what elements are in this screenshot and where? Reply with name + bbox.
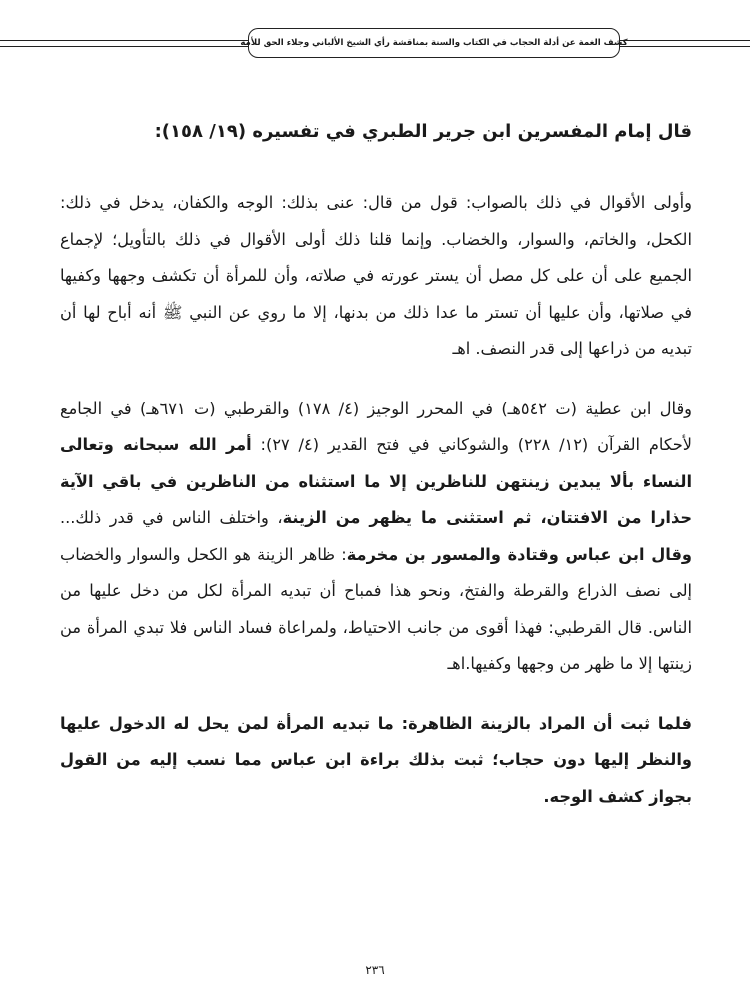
quote-plain-2: : ظاهر الزينة هو الكحل والسوار والخضاب إلى نصف الذراع والقرطة والفتخ، ونحو هذا فمباح أن تبديه المرأة لكل من دخل عليها من الناس. قال القرطبي: فهذا أقوى من جانب الاحتياط، ولمراعاة فساد الناس فلا تبدي المرأة من زينتها إلا ما ظهر من وجهها وكفيها.اهـ: [60, 544, 692, 673]
paragraph-ibn-atiyya-qurtubi: [60, 391, 692, 683]
page-number: ٢٣٦: [365, 963, 385, 977]
paragraph-conclusion: فلما ثبت أن المراد بالزينة الظاهرة: ما تبديه المرأة لمن يحل له الدخول عليها والنظر إليها دون حجاب؛ ثبت بذلك براءة ابن عباس مما نسب إليه من القول بجواز كشف الوجه.: [60, 713, 692, 806]
quote-plain-1: ، واختلف الناس في قدر ذلك...: [60, 508, 283, 527]
header-rule-left: [0, 40, 248, 47]
quote-bold-2: وقال ابن عباس وقتادة والمسور بن مخرمة: [346, 544, 692, 564]
page-body: [60, 113, 692, 815]
quote-bold-1: أمر الله سبحانه وتعالى النساء بألا يبدين زينتهن للناظرين إلا ما استثناه من الناظرين في باقي الآية حذارا من الافتتان، ثم استثنى ما يظهر من الزينة: [60, 435, 692, 527]
header-rule-right: [620, 40, 750, 47]
citation-sources: وقال ابن عطية (ت ٥٤٢هـ) في المحرر الوجيز (٤/ ١٧٨) والقرطبي (ت ٦٧١هـ) في الجامع لأحكام القرآن (١٢/ ٢٢٨) والشوكاني في فتح القدير (٤/ ٢٧):: [60, 398, 692, 454]
running-header: [240, 28, 628, 58]
paragraph-tabari-quote: وأولى الأقوال في ذلك بالصواب: قول من قال: عنى بذلك: الوجه والكفان، يدخل في ذلك: الكحل، والخاتم، والسوار، والخضاب. وإنما قلنا ذلك أولى الأقوال في ذلك بالتأويل؛ لإجماع الجميع على أن على كل مصل أن يستر عورته في صلاته، وأن للمرأة أن تكشف وجهها وكفيها في صلاتها، وأن عليها أن تستر ما عدا ذلك من بدنها، إلا ما روي عن النبي ﷺ أنه أباح لها أن تبديه من ذراعها إلى قدر النصف. اهـ: [60, 193, 692, 358]
running-header-title: كشف الغمة عن أدلة الحجاب في الكتاب والسنة بمناقشة رأي الشيخ الألباني وجلاء الحق للأمة: [240, 38, 628, 48]
section-heading: قال إمام المفسرين ابن جرير الطبري في تفسيره (١٩/ ١٥٨):: [154, 121, 692, 142]
